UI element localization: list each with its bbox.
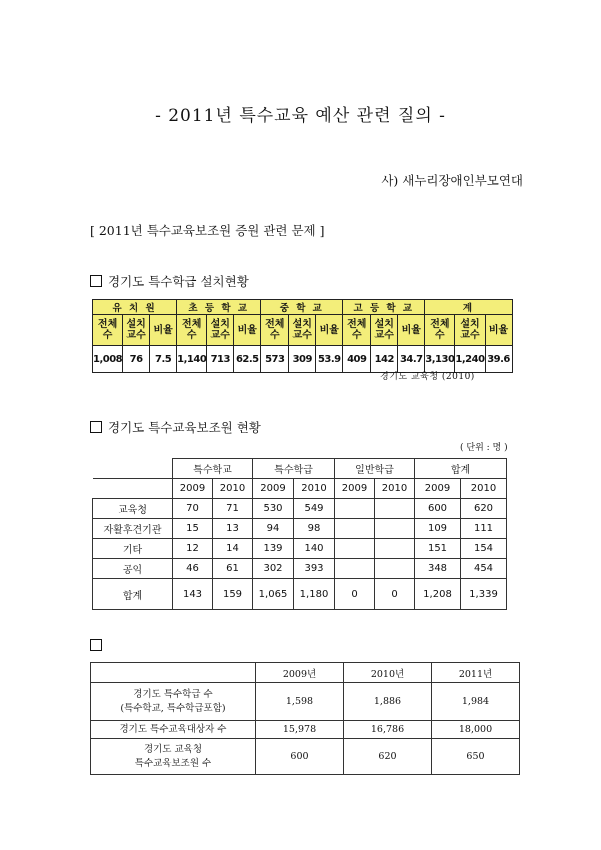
data-cell bbox=[335, 539, 375, 559]
subheader-line: 수 bbox=[186, 330, 197, 341]
subheader-cell bbox=[123, 315, 150, 346]
table-subheader-row bbox=[93, 315, 513, 346]
subheader-cell bbox=[261, 315, 289, 346]
data-cell: 650 bbox=[432, 739, 520, 775]
empty-corner-cell bbox=[93, 459, 173, 479]
row-label-line: (특수학교, 특수학급포함) bbox=[120, 702, 226, 714]
data-cell: 70 bbox=[173, 499, 213, 519]
data-cell: 409 bbox=[343, 346, 371, 373]
row-label bbox=[91, 721, 256, 739]
data-cell: 1,339 bbox=[461, 579, 507, 610]
data-cell: 1,008 bbox=[93, 346, 123, 373]
group-header: 특수학교 bbox=[173, 459, 253, 479]
group-header: 초 등 학 교 bbox=[177, 300, 261, 315]
data-cell: 530 bbox=[253, 499, 294, 519]
data-cell: 620 bbox=[344, 739, 432, 775]
checkbox-square-icon bbox=[90, 275, 102, 287]
table-row bbox=[93, 519, 507, 539]
special-class-status-table bbox=[92, 299, 513, 373]
year-header: 2009 bbox=[415, 479, 461, 499]
data-cell: 39.6 bbox=[485, 346, 512, 373]
data-cell: 142 bbox=[371, 346, 398, 373]
data-cell: 1,180 bbox=[294, 579, 335, 610]
row-label-line: 특수교육보조원 수 bbox=[134, 757, 212, 769]
data-cell: 1,065 bbox=[253, 579, 294, 610]
subheader-line: 전체 bbox=[347, 319, 367, 330]
data-cell: 393 bbox=[294, 559, 335, 579]
data-cell: 302 bbox=[253, 559, 294, 579]
table-year-row bbox=[93, 479, 507, 499]
subheader-line: 수 bbox=[351, 330, 362, 341]
checkbox-square-icon bbox=[90, 421, 102, 433]
subheader-cell bbox=[93, 315, 123, 346]
data-cell: 12 bbox=[173, 539, 213, 559]
row-label: 합계 bbox=[93, 579, 173, 610]
topic-heading: [ 2011년 특수교육보조원 증원 관련 문제 ] bbox=[90, 223, 325, 238]
subheader-line: 비율 bbox=[319, 324, 339, 336]
section2-heading bbox=[90, 418, 261, 436]
table-row bbox=[93, 539, 507, 559]
unit-note: ( 단위 : 명 ) bbox=[460, 443, 508, 453]
table-row bbox=[91, 721, 520, 739]
subheader-line: 전체 bbox=[182, 319, 202, 330]
data-cell: 94 bbox=[253, 519, 294, 539]
row-label: 공익 bbox=[93, 559, 173, 579]
subheader-cell bbox=[234, 315, 261, 346]
data-cell: 573 bbox=[261, 346, 289, 373]
year-header: 2011년 bbox=[432, 663, 520, 683]
subheader-cell bbox=[485, 315, 512, 346]
subheader-cell bbox=[316, 315, 343, 346]
subheader-cell bbox=[425, 315, 455, 346]
table-header-row bbox=[93, 300, 513, 315]
data-cell: 713 bbox=[207, 346, 234, 373]
empty-corner-cell bbox=[91, 663, 256, 683]
data-cell: 15,978 bbox=[256, 721, 344, 739]
year-header: 2010 bbox=[375, 479, 415, 499]
subheader-line: 비율 bbox=[153, 324, 173, 336]
data-cell bbox=[335, 519, 375, 539]
section3-heading bbox=[90, 638, 108, 653]
data-cell: 1,240 bbox=[455, 346, 485, 373]
subheader-line: 교수 bbox=[210, 330, 230, 341]
year-header: 2010년 bbox=[344, 663, 432, 683]
row-label-line: 경기도 특수교육대상자 수 bbox=[119, 723, 227, 735]
table-row bbox=[93, 579, 507, 610]
data-cell: 620 bbox=[461, 499, 507, 519]
empty-cell bbox=[93, 479, 173, 499]
section1-heading bbox=[90, 272, 249, 290]
year-header: 2009 bbox=[335, 479, 375, 499]
subheader-line: 수 bbox=[269, 330, 280, 341]
subheader-line: 설치 bbox=[292, 319, 312, 330]
row-label: 자활후견기관 bbox=[93, 519, 173, 539]
data-cell: 98 bbox=[294, 519, 335, 539]
row-label-line: 경기도 특수학급 수 bbox=[133, 688, 213, 700]
subheader-cell bbox=[177, 315, 207, 346]
data-cell: 159 bbox=[213, 579, 253, 610]
section2-heading-text: 경기도 특수교육보조원 현황 bbox=[108, 420, 261, 435]
subheader-line: 교수 bbox=[460, 330, 480, 341]
data-cell bbox=[375, 519, 415, 539]
data-cell: 18,000 bbox=[432, 721, 520, 739]
subheader-cell bbox=[371, 315, 398, 346]
data-cell: 1,984 bbox=[432, 683, 520, 721]
subheader-line: 설치 bbox=[210, 319, 230, 330]
row-label-line: 경기도 교육청 bbox=[143, 743, 203, 755]
group-header: 유 치 원 bbox=[93, 300, 177, 315]
subheader-cell bbox=[207, 315, 234, 346]
data-cell: 76 bbox=[123, 346, 150, 373]
subheader-line: 설치 bbox=[460, 319, 480, 330]
subheader-cell bbox=[455, 315, 485, 346]
data-cell: 309 bbox=[289, 346, 316, 373]
aide-status-table bbox=[92, 458, 507, 610]
year-header: 2010 bbox=[213, 479, 253, 499]
group-header: 합계 bbox=[415, 459, 507, 479]
page-title: - 2011년 특수교육 예산 관련 질의 - bbox=[155, 106, 446, 126]
organization-name: 사) 새누리장애인부모연대 bbox=[381, 173, 523, 188]
year-header: 2009 bbox=[173, 479, 213, 499]
group-header: 일반학급 bbox=[335, 459, 415, 479]
data-cell: 454 bbox=[461, 559, 507, 579]
subheader-line: 설치 bbox=[126, 319, 146, 330]
data-cell: 151 bbox=[415, 539, 461, 559]
table-header-row bbox=[91, 663, 520, 683]
data-cell: 7.5 bbox=[150, 346, 177, 373]
data-cell: 46 bbox=[173, 559, 213, 579]
table-row bbox=[91, 739, 520, 775]
checkbox-square-icon bbox=[90, 639, 102, 651]
subheader-line: 전체 bbox=[430, 319, 450, 330]
section1-heading-text: 경기도 특수학급 설치현황 bbox=[108, 274, 249, 289]
table-row bbox=[93, 499, 507, 519]
year-header: 2010 bbox=[294, 479, 335, 499]
row-label bbox=[91, 683, 256, 721]
data-cell bbox=[375, 559, 415, 579]
data-cell: 13 bbox=[213, 519, 253, 539]
data-cell: 3,130 bbox=[425, 346, 455, 373]
row-label bbox=[91, 739, 256, 775]
subheader-cell bbox=[343, 315, 371, 346]
row-label: 교육청 bbox=[93, 499, 173, 519]
subheader-line: 전체 bbox=[97, 319, 118, 330]
subheader-cell bbox=[289, 315, 316, 346]
subheader-line: 비율 bbox=[488, 324, 509, 336]
data-cell: 549 bbox=[294, 499, 335, 519]
subheader-cell bbox=[150, 315, 177, 346]
data-cell: 140 bbox=[294, 539, 335, 559]
table-row bbox=[91, 683, 520, 721]
subheader-cell bbox=[398, 315, 425, 346]
table-row bbox=[93, 559, 507, 579]
data-cell: 1,886 bbox=[344, 683, 432, 721]
subheader-line: 교수 bbox=[126, 330, 146, 341]
data-cell: 600 bbox=[256, 739, 344, 775]
data-cell: 62.5 bbox=[234, 346, 261, 373]
data-cell: 15 bbox=[173, 519, 213, 539]
subheader-line: 비율 bbox=[401, 324, 421, 336]
data-cell bbox=[375, 539, 415, 559]
data-cell: 348 bbox=[415, 559, 461, 579]
yearly-summary-table bbox=[90, 662, 520, 775]
data-cell bbox=[335, 499, 375, 519]
data-cell: 34.7 bbox=[398, 346, 425, 373]
data-cell bbox=[375, 499, 415, 519]
year-header: 2009년 bbox=[256, 663, 344, 683]
data-cell: 111 bbox=[461, 519, 507, 539]
data-cell: 14 bbox=[213, 539, 253, 559]
data-cell: 71 bbox=[213, 499, 253, 519]
group-header: 특수학급 bbox=[253, 459, 335, 479]
data-cell: 139 bbox=[253, 539, 294, 559]
data-cell bbox=[335, 559, 375, 579]
data-cell: 1,598 bbox=[256, 683, 344, 721]
year-header: 2009 bbox=[253, 479, 294, 499]
year-header: 2010 bbox=[461, 479, 507, 499]
group-header: 중 학 교 bbox=[261, 300, 343, 315]
subheader-line: 수 bbox=[435, 330, 445, 341]
data-cell: 61 bbox=[213, 559, 253, 579]
data-cell: 0 bbox=[335, 579, 375, 610]
table-header-row bbox=[93, 459, 507, 479]
subheader-line: 설치 bbox=[374, 319, 394, 330]
data-cell: 1,140 bbox=[177, 346, 207, 373]
data-cell: 1,208 bbox=[415, 579, 461, 610]
subheader-line: 전체 bbox=[265, 319, 285, 330]
group-header: 계 bbox=[425, 300, 512, 315]
data-cell: 0 bbox=[375, 579, 415, 610]
data-cell: 600 bbox=[415, 499, 461, 519]
subheader-line: 수 bbox=[102, 330, 113, 341]
data-cell: 109 bbox=[415, 519, 461, 539]
subheader-line: 비율 bbox=[237, 324, 257, 336]
group-header: 고 등 학 교 bbox=[343, 300, 425, 315]
data-cell: 154 bbox=[461, 539, 507, 559]
data-cell: 16,786 bbox=[344, 721, 432, 739]
data-cell: 53.9 bbox=[316, 346, 343, 373]
source-note: 경기도 교육청 (2010) bbox=[380, 372, 475, 382]
data-cell: 143 bbox=[173, 579, 213, 610]
subheader-line: 교수 bbox=[292, 330, 312, 341]
subheader-line: 교수 bbox=[374, 330, 394, 341]
row-label: 기타 bbox=[93, 539, 173, 559]
